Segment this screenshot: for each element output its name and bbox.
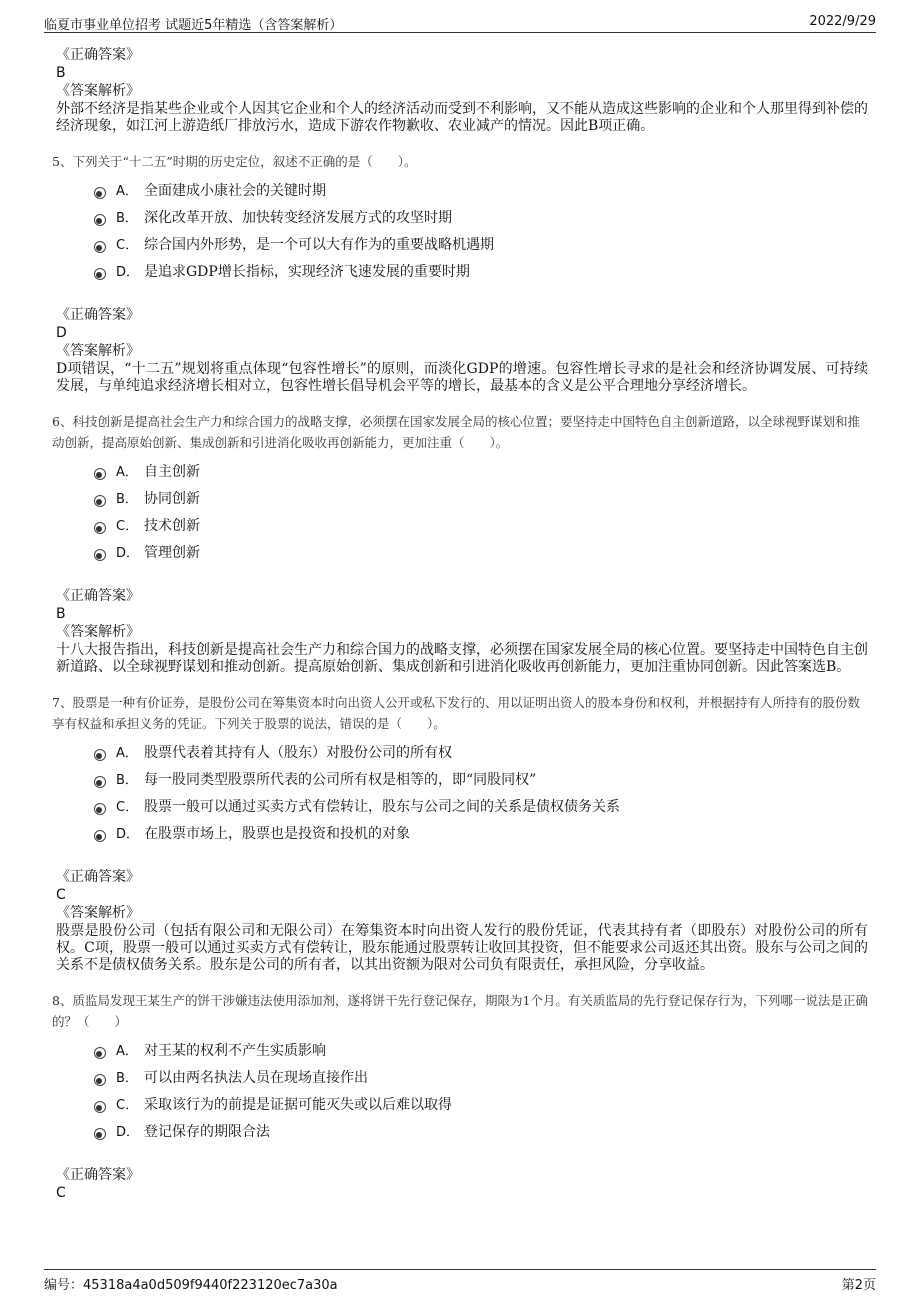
question-5 xyxy=(52,151,868,395)
analysis-text: 股票是股份公司（包括有限公司和无限公司）在筹集资本时向出资人发行的股份凭证，代表其持有者（即股东）对股份公司的所有权。C项，股票一般可以通过买卖方式有偿转让，股东能通过股票转让收回其投资，但不能要求公司返还其出资。股东与公司之间的关系不是债权债务关系。股东是公司的所有者，以其出资额为限对公司负有限责任，承担风险，分享收益。 xyxy=(56,923,868,973)
option-text: 登记保存的期限合法 xyxy=(144,1124,270,1140)
option-letter: B． xyxy=(116,1071,138,1086)
analysis-label: 《答案解析》 xyxy=(56,343,140,359)
option-c[interactable] xyxy=(94,1092,868,1119)
radio-icon[interactable] xyxy=(94,495,106,507)
document-date: 2022/9/29 xyxy=(809,14,876,29)
option-d[interactable] xyxy=(94,821,868,848)
correct-answer-value: B xyxy=(56,606,66,622)
option-letter: C． xyxy=(116,1098,139,1113)
option-letter: D． xyxy=(116,546,140,561)
option-text: 股票一般可以通过买卖方式有偿转让，股东与公司之间的关系是债权债务关系 xyxy=(144,799,620,815)
analysis-text: D项错误，“十二五”规划将重点体现“包容性增长”的原则，而淡化GDP的增速。包容性增长寻求的是社会和经济协调发展、可持续发展，与单纯追求经济增长相对立，包容性增长倡导机会平等的增长，最基本的含义是公平合理地分享经济增长。 xyxy=(56,361,868,394)
option-letter: A． xyxy=(116,184,138,199)
correct-answer-value: B xyxy=(56,65,66,81)
option-d[interactable] xyxy=(94,259,868,286)
option-d[interactable] xyxy=(94,1119,868,1146)
option-a[interactable] xyxy=(94,1038,868,1065)
option-c[interactable] xyxy=(94,513,868,540)
option-list xyxy=(94,740,868,848)
option-c[interactable] xyxy=(94,232,868,259)
option-letter: B． xyxy=(116,773,138,788)
option-text: 采取该行为的前提是证据可能灭失或以后难以取得 xyxy=(144,1097,452,1113)
option-text: 技术创新 xyxy=(144,518,200,534)
correct-answer-label: 《正确答案》 xyxy=(56,869,140,885)
question-stem: 6、科技创新是提高社会生产力和综合国力的战略支撑，必须摆在国家发展全局的核心位置；要坚持走中国特色自主创新道路，以全球视野谋划和推动创新，提高原始创新、集成创新和引进消化吸收再创新能力，更加注重（ ）。 xyxy=(52,414,860,450)
option-list xyxy=(94,178,868,286)
analysis-label: 《答案解析》 xyxy=(56,83,140,99)
question-7 xyxy=(52,692,868,974)
question-stem: 8、质监局发现王某生产的饼干涉嫌违法使用添加剂，遂将饼干先行登记保存，期限为1个月。有关质监局的先行登记保存行为，下列哪一说法是正确的？（ ） xyxy=(52,993,868,1029)
option-letter: D． xyxy=(116,1125,140,1140)
option-text: 管理创新 xyxy=(144,545,200,561)
question-stem: 7、股票是一种有价证券，是股份公司在筹集资本时向出资人公开或私下发行的、用以证明出资人的股本身份和权利，并根据持有人所持有的股份数享有权益和承担义务的凭证。下列关于股票的说法，错误的是（ ）。 xyxy=(52,695,860,731)
correct-answer-label: 《正确答案》 xyxy=(56,588,140,604)
document-code: 编号：45318a4a0d509f9440f223120ec7a30a xyxy=(44,1278,338,1293)
radio-icon[interactable] xyxy=(94,1047,106,1059)
page-footer xyxy=(44,1269,876,1292)
option-text: 协同创新 xyxy=(144,491,200,507)
option-a[interactable] xyxy=(94,178,868,205)
option-b[interactable] xyxy=(94,1065,868,1092)
option-text: 对王某的权利不产生实质影响 xyxy=(144,1043,326,1059)
radio-icon[interactable] xyxy=(94,1074,106,1086)
option-c[interactable] xyxy=(94,794,868,821)
option-text: 全面建成小康社会的关键时期 xyxy=(144,183,326,199)
option-text: 可以由两名执法人员在现场直接作出 xyxy=(144,1070,368,1086)
question-8 xyxy=(52,990,868,1202)
option-letter: D． xyxy=(116,265,140,280)
option-text: 股票代表着其持有人（股东）对股份公司的所有权 xyxy=(144,745,452,761)
option-letter: B． xyxy=(116,211,138,226)
radio-icon[interactable] xyxy=(94,522,106,534)
correct-answer-label: 《正确答案》 xyxy=(56,47,140,63)
option-letter: C． xyxy=(116,519,139,534)
page-header xyxy=(44,12,876,33)
analysis-text: 外部不经济是指某些企业或个人因其它企业和个人的经济活动而受到不利影响，又不能从造成这些影响的企业和个人那里得到补偿的经济现象，如江河上游造纸厂排放污水，造成下游农作物歉收、农业减产的情况。因此B项正确。 xyxy=(56,101,868,134)
option-a[interactable] xyxy=(94,740,868,767)
option-text: 在股票市场上，股票也是投资和投机的对象 xyxy=(144,826,410,842)
radio-icon[interactable] xyxy=(94,268,106,280)
option-b[interactable] xyxy=(94,205,868,232)
correct-answer-value: D xyxy=(56,325,67,341)
radio-icon[interactable] xyxy=(94,214,106,226)
option-letter: A． xyxy=(116,746,138,761)
option-list xyxy=(94,459,868,567)
question-stem: 5、下列关于“十二五”时期的历史定位，叙述不正确的是（ ）。 xyxy=(52,154,417,169)
option-letter: C． xyxy=(116,800,139,815)
page-content xyxy=(52,46,868,1202)
option-text: 综合国内外形势，是一个可以大有作为的重要战略机遇期 xyxy=(144,237,494,253)
radio-icon[interactable] xyxy=(94,549,106,561)
radio-icon[interactable] xyxy=(94,803,106,815)
option-a[interactable] xyxy=(94,459,868,486)
option-d[interactable] xyxy=(94,540,868,567)
option-b[interactable] xyxy=(94,486,868,513)
option-letter: A． xyxy=(116,1044,138,1059)
analysis-text: 十八大报告指出，科技创新是提高社会生产力和综合国力的战略支撑，必须摆在国家发展全局的核心位置。要坚持走中国特色自主创新道路、以全球视野谋划和推动创新。提高原始创新、集成创新和引进消化吸收再创新能力，更加注重协同创新。因此答案选B。 xyxy=(56,642,868,675)
correct-answer-label: 《正确答案》 xyxy=(56,1167,140,1183)
option-text: 是追求GDP增长指标，实现经济飞速发展的重要时期 xyxy=(144,264,470,280)
radio-icon[interactable] xyxy=(94,187,106,199)
radio-icon[interactable] xyxy=(94,1101,106,1113)
analysis-label: 《答案解析》 xyxy=(56,624,140,640)
question-6 xyxy=(52,411,868,676)
option-text: 每一股同类型股票所代表的公司所有权是相等的，即“同股同权” xyxy=(144,772,537,788)
option-letter: A． xyxy=(116,465,138,480)
option-b[interactable] xyxy=(94,767,868,794)
option-letter: C． xyxy=(116,238,139,253)
correct-answer-value: C xyxy=(56,1185,66,1201)
radio-icon[interactable] xyxy=(94,1128,106,1140)
option-letter: B． xyxy=(116,492,138,507)
option-text: 自主创新 xyxy=(144,464,200,480)
page-number: 第2页 xyxy=(841,1278,876,1293)
option-text: 深化改革开放、加快转变经济发展方式的攻坚时期 xyxy=(144,210,452,226)
analysis-label: 《答案解析》 xyxy=(56,905,140,921)
radio-icon[interactable] xyxy=(94,241,106,253)
radio-icon[interactable] xyxy=(94,749,106,761)
correct-answer-value: C xyxy=(56,887,66,903)
previous-answer-block xyxy=(56,46,868,135)
radio-icon[interactable] xyxy=(94,830,106,842)
correct-answer-label: 《正确答案》 xyxy=(56,307,140,323)
option-list xyxy=(94,1038,868,1146)
document-title: 临夏市事业单位招考 试题近5年精选（含答案解析） xyxy=(44,18,343,33)
radio-icon[interactable] xyxy=(94,776,106,788)
radio-icon[interactable] xyxy=(94,468,106,480)
option-letter: D． xyxy=(116,827,140,842)
